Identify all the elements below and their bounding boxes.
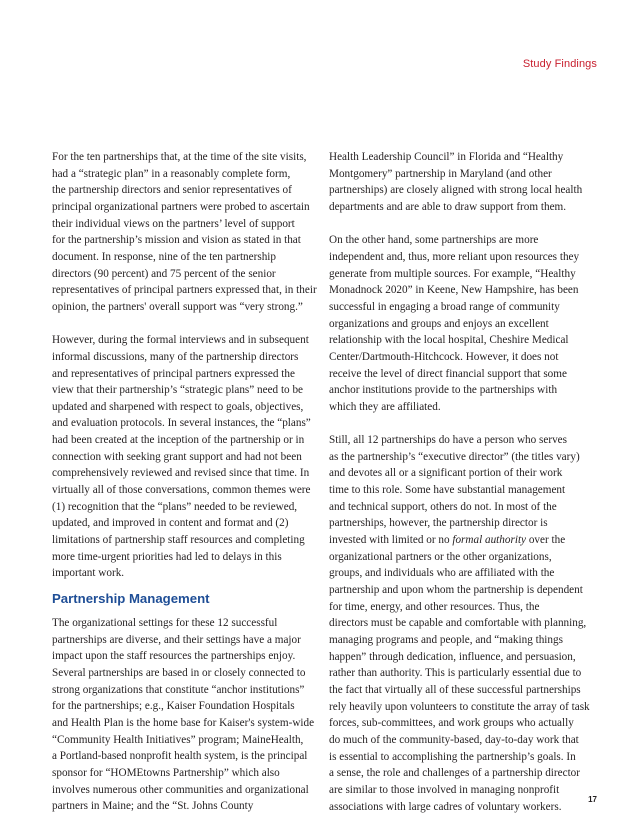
paragraph-executive-director: [329, 432, 601, 815]
text-line: are similar to those involved in managing nonprofit: [329, 783, 560, 796]
text-line: time to this role. Some have substantial management: [329, 484, 566, 497]
text-line: impact upon the staff resources the partnerships enjoy.: [52, 650, 296, 663]
text-line: managing programs and people, and “making things: [329, 634, 563, 646]
text-line: directors must be capable and comfortable with planning,: [329, 617, 587, 630]
paragraph-partner-support: [52, 149, 324, 316]
text-fragment: invested with limited or no: [329, 534, 453, 547]
text-line: organizations and groups and enjoys an excellent: [329, 317, 549, 330]
paragraph-health-departments: [329, 149, 601, 216]
paragraph-strategic-plans: [52, 332, 324, 582]
text-line: departments and are able to draw support from them.: [329, 200, 567, 213]
text-line: happen” through dedication, influence, and persuasion,: [329, 650, 576, 663]
text-line: involves numerous other communities and organizational: [52, 783, 309, 796]
text-line: directors (90 percent) and 75 percent of the senior: [52, 267, 276, 280]
text-line: and technical support, others do not. In most of the: [329, 500, 557, 513]
text-line: updated, and improved in content and format and (2): [52, 517, 289, 530]
text-line: successful in engaging a broad range of community: [329, 300, 560, 313]
text-line: The organizational settings for these 12 successful: [52, 617, 278, 630]
text-line: connection with seeking grant support and had not been: [52, 450, 302, 463]
text-line: opinion, the partners' overall support was “very strong.”: [52, 300, 303, 313]
emphasis-formal-authority: formal authority: [452, 534, 527, 547]
text-line: rely heavily upon volunteers to constitute the array of task: [329, 700, 590, 713]
paragraph-independent-partnerships: [329, 232, 601, 415]
text-line: rather than authority. This is particularly essential due to: [329, 667, 582, 680]
text-line: document. In response, nine of the ten partnership: [52, 250, 276, 263]
text-line: important work.: [52, 567, 125, 580]
right-column: [329, 149, 601, 815]
text-line: for time, energy, and other resources. Thus, the: [329, 600, 540, 613]
text-line: as the partnership’s “executive director” (the titles vary): [329, 450, 580, 463]
text-line: Health Leadership Council” in Florida and “Healthy: [329, 151, 564, 163]
running-head: Study Findings: [522, 58, 597, 70]
text-line: organizational partners or the other organizations,: [329, 550, 552, 563]
text-line: On the other hand, some partnerships are more: [329, 234, 539, 247]
section-heading: Partnership Management: [52, 591, 210, 607]
text-line: principal organizational partners were probed to ascertain: [52, 200, 310, 213]
text-line: groups, and individuals who are affiliated with the: [329, 567, 555, 580]
text-line: partnership and upon whom the partnership is dependent: [329, 584, 583, 597]
text-line: had been created at the inception of the partnership or in: [52, 434, 305, 447]
text-line: anchor institutions provide to the partnerships with: [329, 384, 558, 397]
text-line: strong organizations that constitute “anchor institutions”: [52, 683, 305, 696]
text-line: and representatives of principal partners expressed the: [52, 367, 295, 380]
text-line: representatives of principal partners expressed that, in their: [52, 284, 317, 297]
text-line: independent and, thus, more reliant upon resources they: [329, 250, 580, 263]
text-line-with-emphasis: [329, 532, 601, 549]
text-line: a Portland-based nonprofit health system, is the principal: [52, 750, 308, 763]
text-line: for the partnership’s mission and vision as stated in that: [52, 234, 301, 247]
text-line: For the ten partnerships that, at the time of the site visits,: [52, 151, 307, 163]
text-line: Montgomery” partnership in Maryland (and other: [329, 167, 552, 180]
text-line: is essential to accomplishing the partnership’s goals. In: [329, 750, 576, 763]
text-line: the fact that virtually all of these successful partnerships: [329, 683, 581, 696]
text-line: limitations of partnership staff resources and completing: [52, 534, 305, 547]
text-line: “Community Health Initiatives” program; MaineHealth,: [52, 733, 304, 746]
text-line: partners in Maine; and the “St. Johns County: [52, 800, 254, 813]
paragraph-organizational-settings: [52, 615, 324, 815]
text-line: and evaluation protocols. In several instances, the “plans”: [52, 417, 311, 430]
text-line: associations with large cadres of voluntary workers.: [329, 800, 562, 813]
text-line: relationship with the local hospital, Cheshire Medical: [329, 334, 569, 347]
text-line: comprehensively reviewed and revised since that time. In: [52, 467, 310, 480]
text-line: (1) recognition that the “plans” needed to be reviewed,: [52, 500, 298, 513]
text-line: Still, all 12 partnerships do have a person who serves: [329, 434, 567, 447]
text-line: Center/Dartmouth-Hitchcock. However, it does not: [329, 350, 559, 363]
text-line: and Health Plan is the home base for Kaiser's system-wide: [52, 716, 315, 729]
text-line: partnerships) are closely aligned with strong local health: [329, 184, 583, 197]
text-line: had a “strategic plan” in a reasonably complete form,: [52, 167, 291, 180]
text-line: the partnership directors and senior representatives of: [52, 184, 292, 197]
text-line: However, during the formal interviews and in subsequent: [52, 334, 309, 347]
text-line: updated and sharpened with respect to goals, objectives,: [52, 400, 304, 413]
text-line: sponsor for “HOMEtowns Partnership” which also: [52, 766, 280, 779]
text-fragment: over the: [526, 534, 566, 547]
page-number: 17: [588, 795, 597, 804]
text-line: a sense, the role and challenges of a partnership director: [329, 767, 580, 780]
text-line: do much of the community-based, day-to-day work that: [329, 733, 579, 746]
text-line: Several partnerships are based in or closely connected to: [52, 667, 306, 680]
text-line: generate from multiple sources. For example, “Healthy: [329, 267, 576, 280]
text-line: for the partnerships; e.g., Kaiser Foundation Hospitals: [52, 700, 295, 713]
text-line: view that their partnership’s “strategic plans” need to be: [52, 384, 304, 397]
text-line: partnerships, however, the partnership director is: [329, 517, 548, 530]
text-line: virtually all of those conversations, common themes were: [52, 484, 311, 497]
text-line: receive the level of direct financial support that some: [329, 367, 567, 380]
text-line: partnerships are diverse, and their settings have a major: [52, 633, 301, 646]
text-line: their individual views on the partners’ level of support: [52, 217, 295, 230]
text-line: which they are affiliated.: [329, 400, 441, 413]
text-line: forces, sub-committees, and work groups who actually: [329, 717, 574, 730]
text-line: Monadnock 2020” in Keene, New Hampshire, has been: [329, 284, 579, 297]
left-column: [52, 149, 324, 815]
text-line: informal discussions, many of the partnership directors: [52, 350, 299, 363]
text-line: and devotes all or a significant portion of their work: [329, 467, 563, 480]
text-line: more time-urgent priorities had led to delays in this: [52, 550, 282, 563]
